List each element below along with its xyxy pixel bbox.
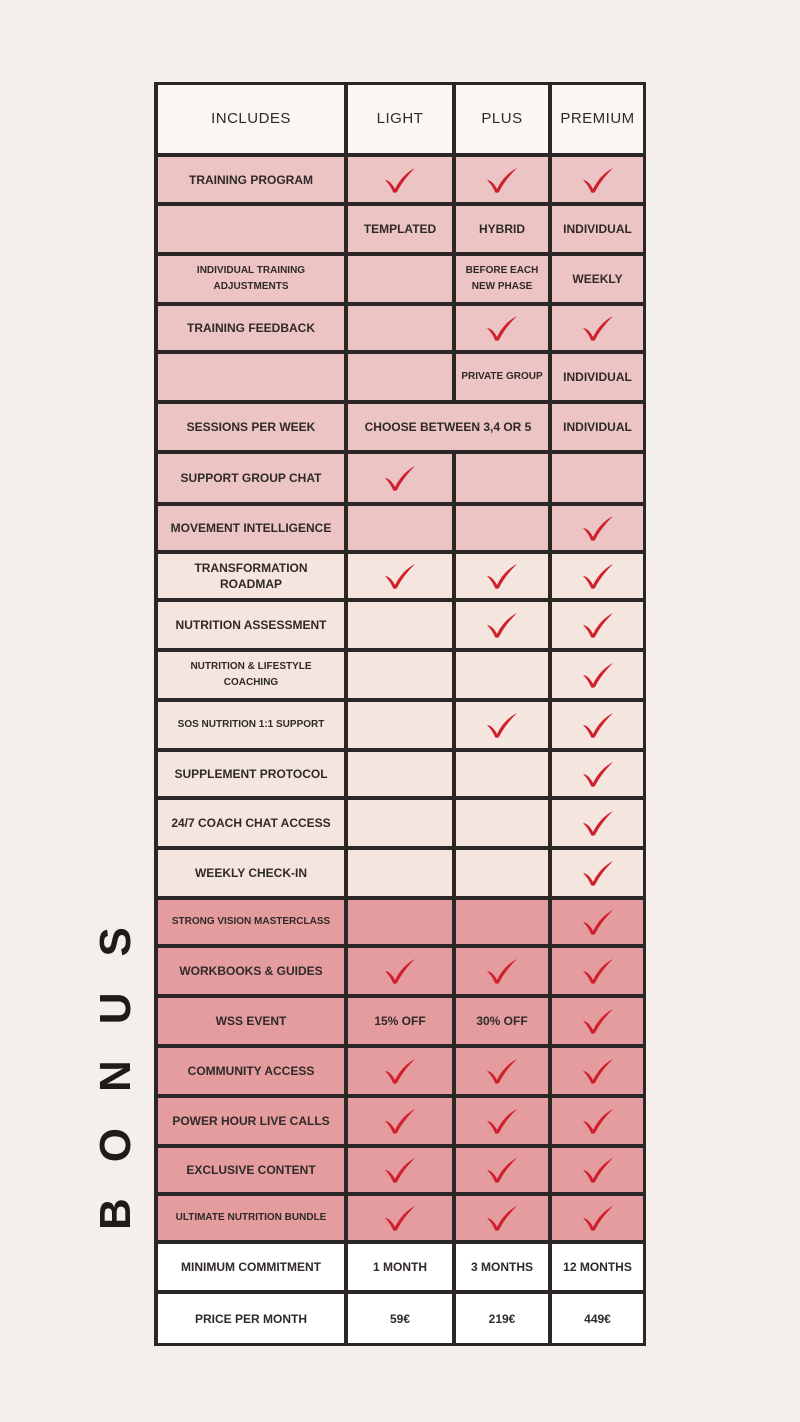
cell-light: 59€ (348, 1294, 452, 1343)
check-icon (485, 1204, 519, 1232)
cell-plus: 30% OFF (456, 998, 548, 1044)
cell-plus: PRIVATE GROUP (456, 354, 548, 400)
check-icon (383, 1156, 417, 1184)
cell-label (158, 206, 344, 252)
cell-light (348, 554, 452, 598)
cell-light: 1 MONTH (348, 1244, 452, 1290)
check-icon (581, 760, 615, 788)
check-icon (581, 562, 615, 590)
cell-label: MINIMUM COMMITMENT (158, 1244, 344, 1290)
cell-label: SESSIONS PER WEEK (158, 404, 344, 450)
cell-label: ULTIMATE NUTRITION BUNDLE (158, 1196, 344, 1240)
check-icon (383, 166, 417, 194)
cell-label: SUPPLEMENT PROTOCOL (158, 752, 344, 796)
cell-light (348, 602, 452, 648)
cell-plus (456, 454, 548, 502)
cell-premium: WEEKLY (552, 256, 643, 302)
check-icon (485, 1057, 519, 1085)
cell-plus (456, 306, 548, 350)
check-icon (581, 1204, 615, 1232)
cell-light (348, 702, 452, 748)
header-light: LIGHT (348, 85, 452, 153)
check-icon (581, 514, 615, 542)
cell-label: TRANSFORMATION ROADMAP (158, 554, 344, 598)
cell-plus (456, 702, 548, 748)
check-icon (485, 1156, 519, 1184)
cell-premium (552, 602, 643, 648)
cell-label (158, 354, 344, 400)
check-icon (581, 166, 615, 194)
cell-light (348, 454, 452, 502)
bonus-side-label (91, 890, 144, 1240)
check-icon (581, 908, 615, 936)
cell-light (348, 1048, 452, 1094)
check-icon (581, 1007, 615, 1035)
cell-plus (456, 652, 548, 698)
cell-plus: 3 MONTHS (456, 1244, 548, 1290)
cell-plus (456, 554, 548, 598)
check-icon (581, 611, 615, 639)
check-icon (383, 464, 417, 492)
check-icon (485, 314, 519, 342)
cell-label: INDIVIDUAL TRAINING ADJUSTMENTS (158, 256, 344, 302)
cell-premium (552, 554, 643, 598)
check-icon (383, 1057, 417, 1085)
cell-label: 24/7 COACH CHAT ACCESS (158, 800, 344, 846)
cell-premium: INDIVIDUAL (552, 354, 643, 400)
cell-light (348, 1148, 452, 1192)
cell-label: TRAINING FEEDBACK (158, 306, 344, 350)
check-icon (581, 809, 615, 837)
cell-plus (456, 1048, 548, 1094)
cell-light (348, 652, 452, 698)
cell-label: COMMUNITY ACCESS (158, 1048, 344, 1094)
cell-premium (552, 850, 643, 896)
cell-premium: INDIVIDUAL (552, 206, 643, 252)
cell-premium (552, 1098, 643, 1144)
check-icon (485, 562, 519, 590)
header-plus: PLUS (456, 85, 548, 153)
cell-plus (456, 602, 548, 648)
cell-light (348, 800, 452, 846)
cell-premium (552, 948, 643, 994)
cell-label: WSS EVENT (158, 998, 344, 1044)
cell-plus (456, 1098, 548, 1144)
cell-plus (456, 506, 548, 550)
cell-label: PRICE PER MONTH (158, 1294, 344, 1343)
cell-light: 15% OFF (348, 998, 452, 1044)
cell-premium (552, 998, 643, 1044)
cell-plus (456, 752, 548, 796)
cell-light (348, 850, 452, 896)
cell-label: NUTRITION ASSESSMENT (158, 602, 344, 648)
check-icon (581, 1156, 615, 1184)
cell-plus (456, 1148, 548, 1192)
header-premium: PREMIUM (552, 85, 643, 153)
cell-label: NUTRITION & LIFESTYLE COACHING (158, 652, 344, 698)
cell-premium (552, 800, 643, 846)
pricing-comparison-table (154, 82, 646, 1346)
cell-label: WEEKLY CHECK-IN (158, 850, 344, 896)
cell-light: TEMPLATED (348, 206, 452, 252)
cell-premium: INDIVIDUAL (552, 404, 643, 450)
cell-light (348, 948, 452, 994)
cell-light (348, 1098, 452, 1144)
cell-label: EXCLUSIVE CONTENT (158, 1148, 344, 1192)
check-icon (581, 711, 615, 739)
check-icon (581, 661, 615, 689)
cell-premium (552, 652, 643, 698)
cell-label: MOVEMENT INTELLIGENCE (158, 506, 344, 550)
check-icon (581, 314, 615, 342)
cell-plus: BEFORE EACH NEW PHASE (456, 256, 548, 302)
check-icon (383, 957, 417, 985)
cell-premium (552, 157, 643, 202)
cell-plus (456, 948, 548, 994)
check-icon (485, 957, 519, 985)
cell-label: WORKBOOKS & GUIDES (158, 948, 344, 994)
cell-light (348, 256, 452, 302)
header-includes: INCLUDES (158, 85, 344, 153)
cell-light (348, 506, 452, 550)
cell-label: TRAINING PROGRAM (158, 157, 344, 202)
cell-plus (456, 850, 548, 896)
cell-premium (552, 702, 643, 748)
check-icon (485, 166, 519, 194)
check-icon (383, 1107, 417, 1135)
cell-premium (552, 306, 643, 350)
cell-light-plus: CHOOSE BETWEEN 3,4 OR 5 (348, 404, 548, 450)
check-icon (581, 859, 615, 887)
cell-plus (456, 800, 548, 846)
cell-label: SOS NUTRITION 1:1 SUPPORT (158, 702, 344, 748)
cell-light (348, 752, 452, 796)
cell-light (348, 900, 452, 944)
cell-plus (456, 157, 548, 202)
check-icon (485, 711, 519, 739)
cell-plus: HYBRID (456, 206, 548, 252)
cell-premium: 449€ (552, 1294, 643, 1343)
check-icon (485, 1107, 519, 1135)
cell-label: POWER HOUR LIVE CALLS (158, 1098, 344, 1144)
check-icon (581, 1057, 615, 1085)
bonus-label-text: BONUS (91, 891, 140, 1230)
cell-premium (552, 1196, 643, 1240)
cell-premium (552, 900, 643, 944)
cell-light (348, 1196, 452, 1240)
cell-label: STRONG VISION MASTERCLASS (158, 900, 344, 944)
cell-light (348, 306, 452, 350)
cell-plus: 219€ (456, 1294, 548, 1343)
cell-light (348, 354, 452, 400)
cell-premium (552, 1148, 643, 1192)
check-icon (383, 562, 417, 590)
cell-premium (552, 752, 643, 796)
cell-premium (552, 454, 643, 502)
check-icon (485, 611, 519, 639)
cell-label: SUPPORT GROUP CHAT (158, 454, 344, 502)
check-icon (581, 957, 615, 985)
cell-light (348, 157, 452, 202)
cell-premium: 12 MONTHS (552, 1244, 643, 1290)
check-icon (383, 1204, 417, 1232)
cell-plus (456, 1196, 548, 1240)
cell-premium (552, 506, 643, 550)
check-icon (581, 1107, 615, 1135)
cell-plus (456, 900, 548, 944)
cell-premium (552, 1048, 643, 1094)
